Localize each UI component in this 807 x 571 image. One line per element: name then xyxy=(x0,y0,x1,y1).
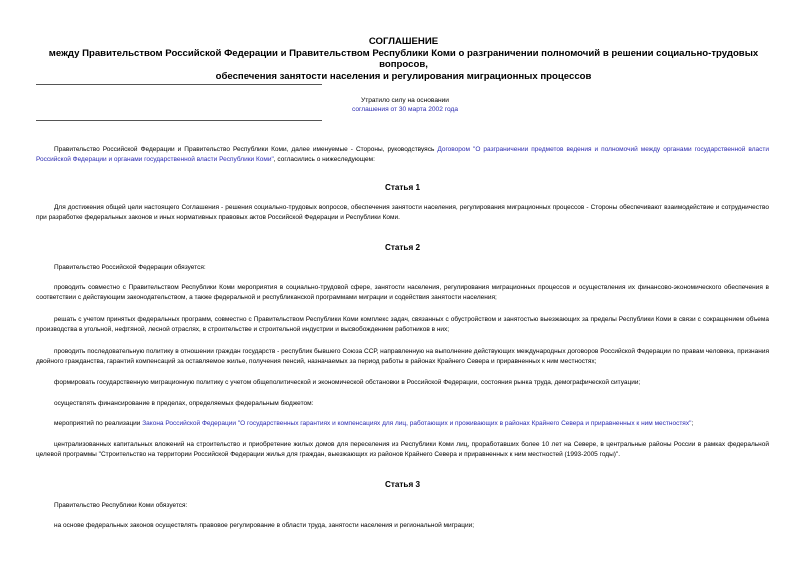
article2-item7: централизованных капитальных вложений на строительство и приобретение жилых домов для переселения из Республики Коми лиц, проработавших более 10 лет на Севере, в центральные районы России в рамках федеральной целевой программы "Строительство на территории Российской Федерации жилья для граждан, выезжающих из районов Крайнего Севера и приравненных к ним местностей (1993-2005 годы)". xyxy=(36,441,769,458)
article2-item1: проводить совместно с Правительством Республики Коми мероприятия в социально-трудовой сфере, занятости населения, регулирования миграционных процессов и осуществления их финансово-экономического обеспечения в соответствии с действующим законодательством, а также федеральной и республиканской программами миграции и содействия занятости населения; xyxy=(36,284,769,301)
article3-intro: Правительство Республики Коми обязуется: xyxy=(54,502,188,509)
article2-item5: осуществлять финансирование в пределах, определяемых федеральным бюджетом: xyxy=(54,400,314,407)
treaty-link[interactable]: Договором xyxy=(437,146,470,153)
article2-intro: Правительство Российской Федерации обязуется: xyxy=(54,264,206,271)
document-title-block xyxy=(30,36,777,82)
status-text: Утратило силу на основании xyxy=(361,97,449,104)
article2-item6-before: мероприятий по реализации xyxy=(54,420,143,427)
treaty-title-link[interactable]: "О разграничении предметов ведения и полномочий между органами государственной власти Российской Федерации и органами государственной власти Республики Коми" xyxy=(36,146,769,163)
article2-heading: Статья 2 xyxy=(384,243,421,252)
article2-item3: проводить последовательную политику в отношении граждан государств - республик бывшего Союза ССР, направленную на выполнение действующих международных договоров Российской Федерации по правам человека, признания двойного гражданства, гарантий компенсаций за оставляемое жилье, получения пенсий, назначаемых за период работы в районах Крайнего Севера и приравненных к ним местностях; xyxy=(36,348,769,365)
document-subtitle-line1: между Правительством Российской Федерации и Правительством Республики Коми о разграничении полномочий в решении социально-трудовых вопросов, xyxy=(48,47,759,70)
article3-item1: на основе федеральных законов осуществлять правовое регулирование в области труда, занятости населения и региональной миграции; xyxy=(54,522,475,529)
header-rule-bottom xyxy=(36,120,322,121)
article2-item2: решать с учетом принятых федеральных программ, совместно с Правительством Республики Коми комплекс задач, связанных с обустройством и занятостью выезжающих за пределы Республики Коми в связи с сокращением объема производства в угольной, нефтяной, лесной отраслях, в строительстве и строительной индустрии и высвобождением работников в них; xyxy=(36,316,769,333)
preamble-paragraph xyxy=(36,145,769,165)
article1-heading: Статья 1 xyxy=(384,183,421,192)
preamble-text-before: Правительство Российской Федерации и Правительство Республики Коми, далее именуемые - Стороны, руководствуясь xyxy=(54,146,438,153)
document-subtitle-line2: обеспечения занятости населения и регулирования миграционных процессов xyxy=(215,70,592,82)
article3-heading: Статья 3 xyxy=(384,480,421,489)
article2-item4: формировать государственную миграционную политику с учетом общеполитической и экономической обстановки в Российской Федерации, состояния рынка труда, демографической ситуации; xyxy=(54,379,641,386)
federal-law-link[interactable]: Закона Российской Федерации "О государственных гарантиях и компенсациях для лиц, работающих и проживающих в районах Крайнего Севера и приравненных к ним местностях" xyxy=(142,420,692,427)
header-rule-top xyxy=(36,84,322,85)
document-title: СОГЛАШЕНИЕ xyxy=(368,36,439,47)
status-note xyxy=(330,96,480,114)
article2-item6 xyxy=(36,419,769,429)
status-link[interactable]: соглашения от 30 марта 2002 года xyxy=(351,106,458,113)
article1-paragraph: Для достижения общей цели настоящего Соглашения - решения социально-трудовых вопросов, обеспечения занятости населения, регулирования миграционных процессов - Стороны обеспечивают взаимодействие и сотрудничество при разработке федеральных законов и иных нормативных правовых актов Российской Федерации и Республики Коми. xyxy=(36,204,769,221)
article2-item6-after: ; xyxy=(691,420,694,427)
preamble-text-after: , согласились о нижеследующем: xyxy=(273,155,375,163)
